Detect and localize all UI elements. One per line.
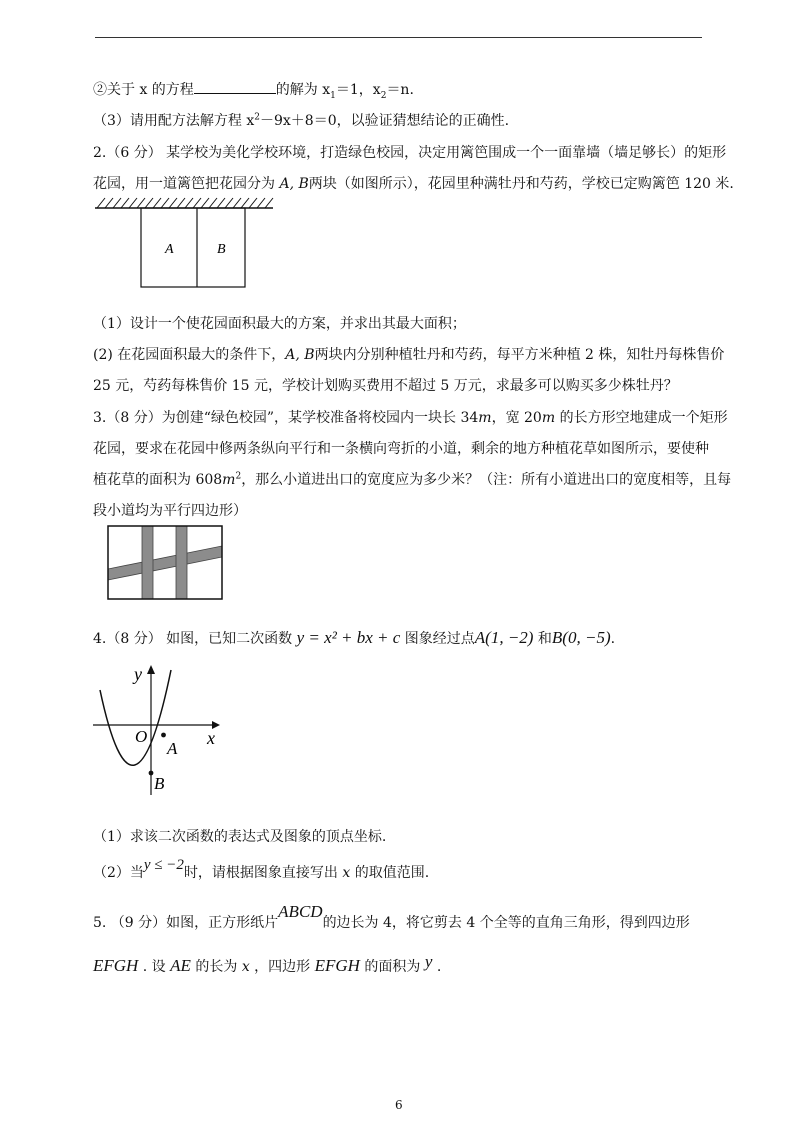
q5-line2-a: . 设 <box>138 959 171 975</box>
q3-line2: 花园，要求在花园中修两条纵向平行和一条横向弯折的小道，剩余的地方种植花草如图所示，要使种 <box>93 441 709 457</box>
q3-line1-a: 3.（8 分）为创建“绿色校园”，某学校准备将校园内一块长 34 <box>93 410 479 426</box>
part3-text-b: －9x＋8＝0，以验证猜想结论的正确性. <box>260 113 510 129</box>
point-a-label: A <box>167 739 178 758</box>
garden-figure <box>93 195 283 290</box>
part-eq-suffix: 的解为 x <box>275 82 331 98</box>
q2-line2 <box>93 173 734 193</box>
q5-line1-b: 的边长为 4，将它剪去 4 个全等的直角三角形，得到四边形 <box>322 915 690 931</box>
q3-line4: 段小道均为平行四边形） <box>93 503 247 519</box>
q5-line2-d: 的面积为 <box>359 959 425 975</box>
q5-line2-c: ，四边形 <box>249 959 315 975</box>
q4-point-a: A(1, −2) <box>474 628 534 647</box>
q4-sub2-b: 时，请根据图象直接写出 <box>183 865 343 881</box>
q4-sub2-x: x <box>342 865 351 881</box>
parabola-curve <box>100 670 171 765</box>
q2-line2-ab: A, B <box>279 176 309 192</box>
q2-sub2-a: (2) 在花园面积最大的条件下， <box>93 347 286 363</box>
region-b-label: B <box>217 242 226 257</box>
q5-line2-e: . <box>432 959 442 975</box>
x-axis-label: x <box>207 728 215 748</box>
q4-function: y = x² + bx + c <box>296 628 401 647</box>
q2-line2-b: 两块（如图所示），花园里种满牡丹和芍药，学校已定购篱笆 120 米. <box>308 176 734 192</box>
x2-value: ＝n. <box>386 82 414 98</box>
path-garden-figure <box>106 524 226 602</box>
q4-intro-line <box>93 628 615 648</box>
vertical-path-2 <box>176 526 187 599</box>
q4-sub2 <box>93 857 430 882</box>
q5-line2-b: 的长为 <box>190 959 242 975</box>
q4-mid: 图象经过点 <box>404 631 475 647</box>
point-a-dot <box>161 733 166 738</box>
header-rule <box>95 37 702 38</box>
q4-end: . <box>610 631 616 647</box>
point-b-dot <box>149 771 154 776</box>
q3-line1 <box>93 407 728 427</box>
part3-text-a: （3）请用配方法解方程 x <box>93 113 255 129</box>
q2-sub2-ab: A, B <box>285 347 315 363</box>
page-number: 6 <box>395 1098 403 1112</box>
q2-sub1: （1）设计一个使花园面积最大的方案，并求出其最大面积； <box>93 316 466 332</box>
part3-line <box>93 110 509 130</box>
q2-sub2-b: 两块内分别种植牡丹和芍药，每平方米种植 2 株，知牡丹每株售价 <box>314 347 725 363</box>
q4-sub1: （1）求该二次函数的表达式及图象的顶点坐标. <box>93 829 387 845</box>
vertical-path-1 <box>142 526 153 599</box>
q4-sub2-condition: y ≤ −2 <box>143 857 184 873</box>
q4-sub2-c: 的取值范围. <box>350 865 430 881</box>
q5-efgh-2: EFGH <box>314 956 360 975</box>
q4-sub2-a: （2）当 <box>93 865 144 881</box>
x1-value: ＝1，x <box>335 82 381 98</box>
region-a-label: A <box>165 242 174 257</box>
q5-line1-a: 5. （9 分）如图，正方形纸片 <box>93 915 279 931</box>
q3-unit-m2: m <box>222 472 236 488</box>
q5-line1 <box>93 902 690 932</box>
answer-blank[interactable] <box>194 81 276 94</box>
q3-line1-c: 的长方形空地建成一个矩形 <box>555 410 728 426</box>
q2-sub2-line1 <box>93 344 724 364</box>
q5-x: x <box>241 959 250 975</box>
parabola-graph <box>88 660 228 800</box>
q4-intro: 4.（8 分） 如图，已知二次函数 <box>93 631 293 647</box>
q3-sq: 2 <box>235 471 242 482</box>
q3-line1-b: ，宽 20 <box>491 410 542 426</box>
q3-line3-a: 植花草的面积为 608 <box>93 472 223 488</box>
q3-line3-b: ，那么小道进出口的宽度应为多少米？（注：所有小道进出口的宽度相等，且每 <box>241 472 732 488</box>
y-axis-label: y <box>134 664 142 684</box>
x2-subscript: 2 <box>380 90 387 101</box>
part-equation-line <box>93 79 414 101</box>
y-axis-arrow <box>147 665 155 674</box>
q5-ae: AE <box>170 956 191 975</box>
q2-line1: 2.（6 分） 某学校为美化学校环境，打造绿色校园，决定用篱笆围成一个一面靠墙（墙足够长）的矩形 <box>93 145 727 161</box>
x1-subscript: 1 <box>330 90 336 101</box>
part3-sup: 2 <box>254 112 260 123</box>
q5-abcd: ABCD <box>278 902 323 921</box>
q3-unit-m: m <box>478 410 492 426</box>
q5-line2 <box>93 952 442 976</box>
part-eq-prefix: ②关于 x 的方程 <box>93 82 194 98</box>
q4-and: 和 <box>537 631 552 647</box>
q3-line3 <box>93 469 731 489</box>
q3-unit-m-2: m <box>541 410 556 426</box>
origin-label: O <box>135 727 148 746</box>
q2-line2-a: 花园，用一道篱笆把花园分为 <box>93 176 280 192</box>
point-b-label: B <box>154 774 165 793</box>
garden-rect <box>141 208 245 287</box>
wall-hatching <box>97 198 273 208</box>
q2-sub2-line2: 25 元，芍药每株售价 15 元，学校计划购买费用不超过 5 万元，求最多可以购买多少株牡丹？ <box>93 378 678 394</box>
q5-y: y <box>424 952 433 971</box>
q4-point-b: B(0, −5) <box>551 628 611 647</box>
q5-efgh: EFGH <box>93 956 139 975</box>
horizontal-path <box>108 546 222 580</box>
